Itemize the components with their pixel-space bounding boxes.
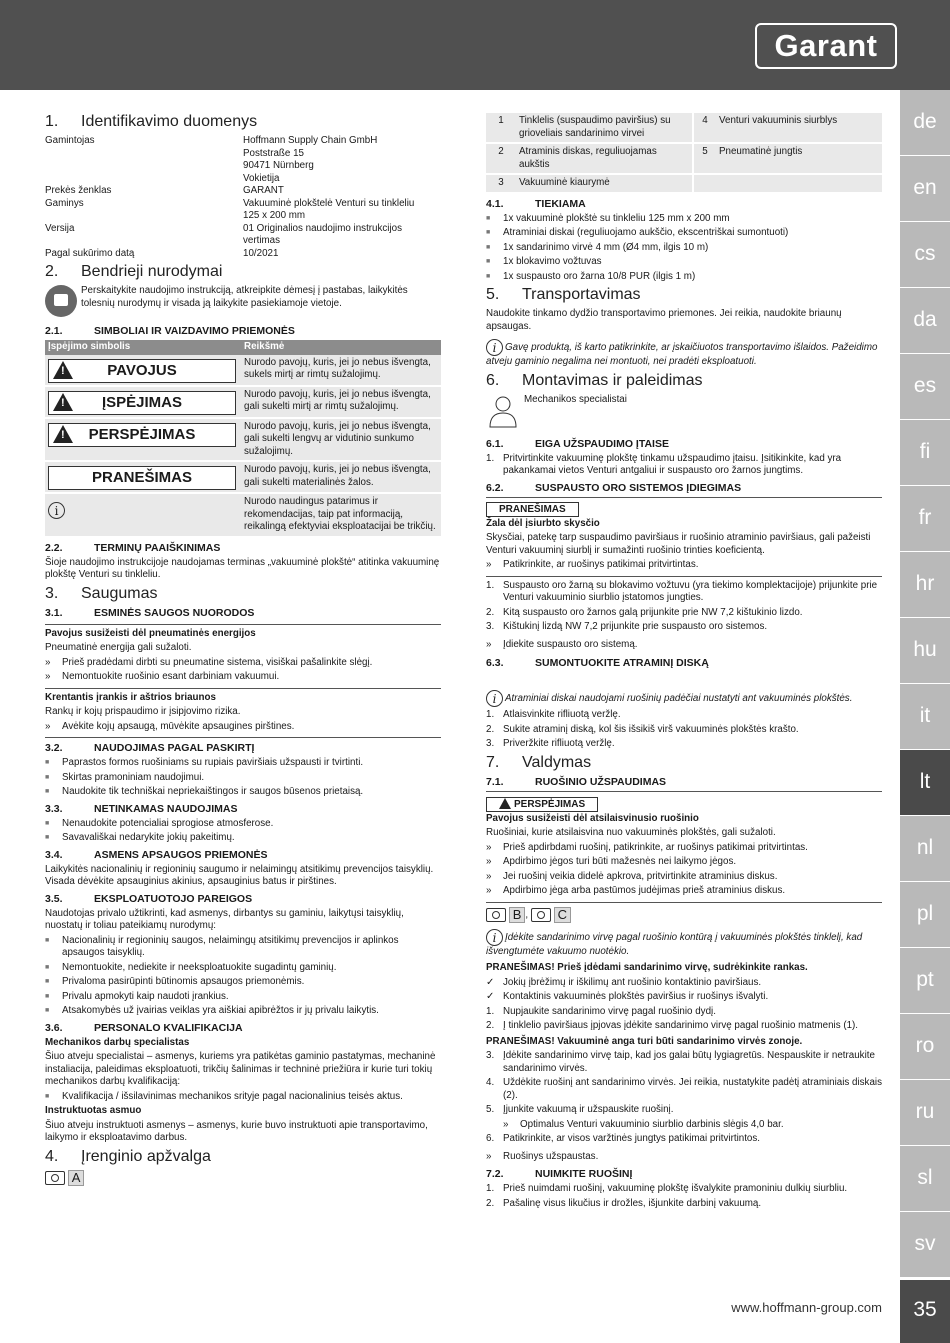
- section-3-5-heading: 3.5. EKSPLOATUOTOJO PAREIGOS: [45, 892, 253, 905]
- section-3-6-heading: 3.6. PERSONALO KVALIFIKACIJA: [45, 1021, 243, 1034]
- result-item: » Ruošinys užspaustas.: [486, 1151, 882, 1164]
- table-row: 3 Vakuuminė kiaurymė: [486, 174, 882, 193]
- transport-text: Naudokite tinkamo dydžio transportavimo priemones. Jei reikia, naudokite briaunų apsaugas.: [486, 308, 842, 332]
- section-3-heading: 3. Saugumas: [45, 584, 158, 602]
- section-2-2-heading: 2.2. TERMINŲ PAAIŠKINIMAS: [45, 541, 221, 554]
- hazard-desc: Pneumatinė energija gali sužaloti.: [45, 642, 192, 653]
- lang-tab-fi[interactable]: fi: [900, 420, 950, 486]
- hazard-title: Pavojus susižeisti dėl pneumatinės energijos: [45, 627, 256, 639]
- lang-tab-hu[interactable]: hu: [900, 618, 950, 684]
- footer-url[interactable]: www.hoffmann-group.com: [731, 1300, 882, 1315]
- list-item: ■ Atraminiai diskai (reguliuojamo aukščio, ekscentriškai sumontuoti): [486, 227, 882, 240]
- seal-cord-info: i Įdėkite sandarinimo virvę pagal ruošinio kontūrą į vakuuminės plokštės tinklelį, kad išvengtumėte vakuumo nuotėkio.: [486, 930, 863, 957]
- section-7-1-heading: 7.1. RUOŠINIO UŽSPAUDIMAS: [486, 775, 667, 788]
- list-item: » Prieš pradėdami dirbti su pneumatine sistema, visiškai pašalinkite slėgį.: [45, 657, 441, 670]
- id-row: Gaminys Vakuuminė plokštelė Venturi su tinkleliu 125 x 200 mm: [45, 197, 415, 221]
- section-3-1-heading: 3.1. ESMINĖS SAUGOS NUORODOS: [45, 606, 255, 619]
- step-item: 1. Nupjaukite sandarinimo virvę pagal ruošinio dydį.: [486, 1005, 716, 1017]
- step-item: 5. Įjunkite vakuumą ir užspauskite ruošinį.: [486, 1104, 674, 1115]
- info-icon: i: [486, 690, 503, 707]
- support-disk-info: i Atraminiai diskai naudojami ruošinių padėčiai nustatyti ant vakuuminės plokštės.: [486, 690, 882, 707]
- qualification-title: Mechanikos darbų specialistas: [45, 1036, 190, 1048]
- table-row: ! PERSPĖJIMAS Nurodo pavojų, kuris, jei jo nebus išvengta, gali sukelti lengvų ar vidutinio sunkumo sužalojimų.: [45, 418, 441, 462]
- list-item: ■ Atsakomybės už įvairias veiklas yra aiškiai apibrėžtos ir jų privalu laikytis.: [45, 1005, 441, 1018]
- section-3-2-heading: 3.2. NAUDOJIMAS PAGAL PASKIRTĮ: [45, 742, 255, 754]
- intro-text: Perskaitykite naudojimo instrukciją, atkreipkite dėmesį į pastabas, laikykitės tolesnių nurodymų ir visada ją laikykite pasiekiamoje vietoje.: [81, 285, 408, 309]
- caution-label: ! PERSPĖJIMAS: [48, 423, 236, 447]
- divider: [486, 497, 882, 498]
- list-item: » Jei ruošinį veikia didelė apkrova, pritvirtinkite atraminius diskus.: [486, 871, 882, 884]
- camera-icon: [486, 908, 506, 922]
- lang-tab-en[interactable]: en: [900, 156, 950, 222]
- result-item: » Įdiekite suspausto oro sistemą.: [486, 639, 882, 652]
- list-item: ■ Savavališkai nedarykite jokių pakeitimų.: [45, 832, 441, 845]
- step-item: 2. Pašalinę visus likučius ir drožles, išjunkite darbinį vakuumą.: [486, 1197, 762, 1209]
- read-manual-notice: [45, 285, 441, 317]
- divider: [45, 688, 441, 689]
- section-6-3-heading: 6.3. SUMONTUOKITE ATRAMINĮ DISKĄ: [486, 657, 709, 669]
- caution-title: Pavojus susižeisti dėl atsilaisvinusio ruošinio: [486, 812, 699, 824]
- section-7-2-heading: 7.2. NUIMKITE RUOŠINĮ: [486, 1168, 633, 1180]
- figure-letter: B: [509, 907, 526, 923]
- parts-table: [486, 113, 882, 194]
- ppe-text: Laikykitės nacionalinių ir regioninių saugumo ir nelaimingų atsitikimų prevencijos taisyklių. Visada dėvėkite apsauginius akinius, apsauginius batus ir pirštines.: [45, 863, 434, 887]
- section-6-2-heading: 6.2. SUSPAUSTO ORO SISTEMOS ĮDIEGIMAS: [486, 481, 742, 494]
- list-item: » Avėkite kojų apsaugą, mūvėkite apsaugines pirštines.: [45, 721, 441, 734]
- step-item: 1. Atlaisvinkite rifliuotą veržlę.: [486, 709, 621, 720]
- notice-text: Skysčiai, patekę tarp suspaudimo paviršiaus ir ruošinio atraminio paviršiaus, gali pažeisti Venturi vakuuminį siurblį ir sumažinti ruošinio trinties koeficientą.: [486, 532, 871, 556]
- list-item: » Apdirbimo jėga arba pastūmos judėjimas prieš atraminius diskus.: [486, 885, 882, 898]
- table-row: ! PAVOJUS Nurodo pavojų, kuris, jei jo nebus išvengta, sukels mirtį ar rimtų sužalojimų.: [45, 355, 441, 386]
- role-text: Mechanikos specialistai: [524, 393, 627, 405]
- garant-logo: Garant: [755, 23, 897, 69]
- lang-tab-ru[interactable]: ru: [900, 1080, 950, 1146]
- table-header: Įspėjimo simbolis: [45, 340, 241, 355]
- list-item: ■ Skirtas pramoniniam naudojimui.: [45, 772, 441, 785]
- read-manual-icon: [45, 285, 77, 317]
- figure-separator: ,: [525, 909, 529, 921]
- page-number: 35: [900, 1280, 950, 1343]
- notice-text: PRANEŠIMAS! Prieš įdėdami sandarinimo virvę, sudrėkinkite rankas.: [486, 962, 808, 973]
- list-item: ■ Nemontuokite, nediekite ir neeksploatuokite sugadintų gaminių.: [45, 962, 441, 975]
- list-item: » Apdirbimo jėgos turi būti mažesnės nei laikymo jėgos.: [486, 856, 882, 869]
- symbol-table: [45, 340, 441, 538]
- lang-tab-sv[interactable]: sv: [900, 1212, 950, 1278]
- figure-ref: [486, 907, 882, 923]
- table-row: 2 Atraminis diskas, reguliuojamas aukštis 5 Pneumatinė jungtis: [486, 143, 882, 174]
- lang-tab-pl[interactable]: pl: [900, 882, 950, 948]
- qualification-text: Šiuo atveju specialistai – asmenys, kuriems yra patikėtas gaminio pastatymas, mechaninė instaliacija, paleidimas eksploatuoti, trikčių šalinimas ir techninė priežiūra ir kurie turi tokių mechanikos darbų kvalifikaciją:: [45, 1051, 436, 1087]
- sub-step-item: » Optimalus Venturi vakuuminio siurblio darbinis slėgis 4,0 bar.: [486, 1119, 882, 1132]
- check-item: ✓ Kontaktinis vakuuminės plokštės paviršius ir ruošinys išvalyti.: [486, 991, 882, 1004]
- hazard-title: Krentantis įrankis ir aštrios briaunos: [45, 691, 216, 703]
- table-row: 1 Tinklelis (suspaudimo paviršius) su grioveliais sandarinimo virvei 4 Venturi vakuuminis siurblys: [486, 113, 882, 143]
- warning-icon: [499, 798, 511, 809]
- lang-tab-ro[interactable]: ro: [900, 1014, 950, 1080]
- list-item: ■ 1x blokavimo vožtuvas: [486, 256, 882, 269]
- right-column: [486, 113, 882, 1212]
- list-item: ■ 1x sandarinimo virvė 4 mm (Ø4 mm, ilgis 10 m): [486, 242, 882, 255]
- notice-badge: PRANEŠIMAS: [486, 502, 579, 517]
- list-item: ■ 1x suspausto oro žarna 10/8 PUR (ilgis 1 m): [486, 271, 882, 284]
- divider: [486, 791, 882, 792]
- step-item: 3. Kištukinį lizdą NW 7,2 prijunkite prie suspausto oro sistemos.: [486, 621, 768, 632]
- warning-icon: [53, 361, 73, 379]
- step-item: 1. Suspausto oro žarną su blokavimo vožtuvu (yra tiekimo komplektacijoje) prijunkite prie Venturi vakuuminio siurblio įstatomos jungties.: [486, 579, 878, 603]
- warning-label: ! ĮSPĖJIMAS: [48, 391, 236, 415]
- hazard-desc: Rankų ir kojų prispaudimo ir įsipjovimo rizika.: [45, 706, 241, 717]
- notice-title: Žala dėl įsiurbto skysčio: [486, 517, 600, 529]
- list-item: ■ Privalu apmokyti kaip naudoti įrankius.: [45, 991, 441, 1004]
- id-row: Pagal sukūrimo datą 10/2021: [45, 247, 279, 259]
- list-item: ■ Naudokite tik techniškai nepriekaištingos ir saugos būsenos prietaisą.: [45, 786, 441, 799]
- section-6-1-heading: 6.1. EIGA UŽSPAUDIMO ĮTAISE: [486, 437, 669, 450]
- term-text: Šioje naudojimo instrukcijoje naudojamas terminas „vakuuminė plokštė“ atitinka vakuuminę plokštę Venturi su tinkleliu.: [45, 556, 440, 580]
- list-item: ■ 1x vakuuminė plokštė su tinkleliu 125 mm x 200 mm: [486, 213, 882, 226]
- info-icon: i: [486, 929, 503, 946]
- id-row: Prekės ženklas GARANT: [45, 185, 284, 196]
- divider: [486, 576, 882, 577]
- section-1-heading: 1. Identifikavimo duomenys: [45, 113, 258, 130]
- lang-tab-pt[interactable]: pt: [900, 948, 950, 1014]
- id-row: Gamintojas Hoffmann Supply Chain GmbH Poststraße 15 90471 Nürnberg Vokietija: [45, 135, 378, 184]
- lang-tab-cs[interactable]: cs: [900, 222, 950, 288]
- caution-badge: PERSPĖJIMAS: [486, 797, 598, 812]
- warning-icon: [53, 425, 73, 443]
- lang-tab-es[interactable]: es: [900, 354, 950, 420]
- step-item: 3. Priveržkite rifliuotą veržlę.: [486, 738, 615, 749]
- transport-info: i Gavę produktą, iš karto patikrinkite, ar įskaičiuotos transportavimo išlaidos. Pažeidimo atveju gaminio negalima nei montuoti, nei pradėti eksploatuoti.: [486, 341, 878, 367]
- table-row: i Nurodo naudingus patarimus ir rekomendacijas, taip pat informaciją, reikalingą efektyviai eksploatacijai be trikčių.: [45, 493, 441, 537]
- header-bar: [0, 0, 950, 90]
- section-3-4-heading: 3.4. ASMENS APSAUGOS PRIEMONĖS: [45, 848, 268, 861]
- list-item: » Patikrinkite, ar ruošinys patikimai pritvirtintas.: [486, 559, 882, 572]
- list-item: ■ Kvalifikacija / išsilavinimas mechanikos srityje pagal nacionalinius teisės aktus.: [45, 1091, 441, 1104]
- table-row: ! ĮSPĖJIMAS Nurodo pavojų, kuris, jei jo nebus išvengta, gali sukelti mirtį ar rimtų sužalojimų.: [45, 386, 441, 418]
- list-item: » Nemontuokite ruošinio esant darbiniam vakuumui.: [45, 671, 441, 684]
- section-3-3-heading: 3.3. NETINKAMAS NAUDOJIMAS: [45, 802, 238, 815]
- info-icon: i: [486, 339, 503, 356]
- step-item: 2. Kitą suspausto oro žarnos galą prijunkite prie NW 7,2 kištukinio lizdo.: [486, 606, 803, 618]
- notice-text: PRANEŠIMAS! Vakuuminė anga turi būti sandarinimo virvės zonoje.: [486, 1035, 803, 1047]
- list-item: ■ Paprastos formos ruošiniams su rupiais paviršiais užspausti ir tvirtinti.: [45, 757, 441, 770]
- language-sidebar: [900, 90, 950, 1343]
- lang-tab-nl[interactable]: nl: [900, 816, 950, 882]
- step-item: 6. Patikrinkite, ar visos varžtinės jungtys patikimai pritvirtintos.: [486, 1133, 760, 1144]
- divider: [45, 624, 441, 625]
- lang-tab-fr[interactable]: fr: [900, 486, 950, 552]
- info-icon: i: [48, 502, 65, 519]
- section-2-1-heading: 2.1. SIMBOLIAI IR VAIZDAVIMO PRIEMONĖS: [45, 325, 295, 337]
- step-item: 4. Uždėkite ruošinį ant sandarinimo virvės. Jei reikia, nustatykite padėtį atraminiais diskais (2).: [486, 1077, 882, 1101]
- step-item: 1. Pritvirtinkite vakuuminę plokštę tinkamu užspaudimo įtaisu. Įsitikinkite, kad yra pakankamai vietos Venturi antgaliui ir suspausto oro žarnos jungtims.: [486, 452, 842, 476]
- lang-tab-da[interactable]: da: [900, 288, 950, 354]
- role-indicator: [486, 394, 882, 434]
- section-6-heading: 6. Montavimas ir paleidimas: [486, 371, 703, 389]
- notice-label: PRANEŠIMAS: [48, 466, 236, 490]
- divider: [486, 902, 882, 903]
- table-row: PRANEŠIMAS Nurodo pavojų, kuris, jei jo nebus išvengta, gali sukelti materialinės žalos.: [45, 461, 441, 493]
- list-item: ■ Privaloma pasirūpinti būtinomis apsaugos priemonėmis.: [45, 976, 441, 989]
- lang-tab-it[interactable]: it: [900, 684, 950, 750]
- list-item: ■ Nenaudokite potencialiai sprogiose atmosferose.: [45, 818, 441, 831]
- lang-tab-hr[interactable]: hr: [900, 552, 950, 618]
- list-item: » Prieš apdirbdami ruošinį, patikrinkite, ar ruošinys patikimai pritvirtintas.: [486, 842, 882, 855]
- table-header: Reikšmė: [241, 340, 441, 355]
- section-5-heading: 5. Transportavimas: [486, 286, 641, 303]
- lang-tab-sl[interactable]: sl: [900, 1146, 950, 1212]
- left-column: [45, 110, 441, 1186]
- qualification-text: Šiuo atveju instruktuoti asmenys – asmenys, kurie buvo instruktuoti apie transportavimo, laikymo ir eksploatavimo darbus.: [45, 1119, 428, 1143]
- warning-icon: [53, 393, 73, 411]
- step-item: 3. Įdėkite sandarinimo virvę taip, kad jos galai būtų lygiagretūs. Nespauskite ir netraukite sandarinimo virvės.: [486, 1050, 875, 1074]
- step-item: 2. Sukite atraminį diską, kol šis išsikiš virš vakuuminės plokštės krašto.: [486, 723, 799, 735]
- operator-text: Naudotojas privalo užtikrinti, kad asmenys, dirbantys su gaminiu, laikytųsi taisyklių, nuostatų ir toliau pateikiamų nurodymų:: [45, 907, 404, 931]
- camera-icon: [45, 1171, 65, 1185]
- figure-ref: [45, 1170, 441, 1186]
- step-item: 1. Prieš nuimdami ruošinį, vakuuminę plokštę išvalykite pramoniniu dulkių siurbliu.: [486, 1183, 848, 1194]
- id-row: Versija 01 Originalios naudojimo instrukcijos vertimas: [45, 222, 403, 246]
- lang-tab-lt[interactable]: lt: [900, 750, 950, 816]
- camera-icon: [531, 908, 551, 922]
- qualification-title: Instruktuotas asmuo: [45, 1105, 142, 1116]
- figure-letter: A: [68, 1170, 85, 1186]
- danger-label: ! PAVOJUS: [48, 359, 236, 383]
- section-7-heading: 7. Valdymas: [486, 753, 592, 771]
- section-4-1-heading: 4.1. TIEKIAMA: [486, 197, 586, 210]
- section-4-heading: 4. Įrenginio apžvalga: [45, 1147, 211, 1165]
- list-item: ■ Nacionalinių ir regioninių saugos, nelaimingų atsitikimų prevencijos ir aplinkos apsaugos taisyklių.: [45, 935, 441, 960]
- person-icon: [486, 394, 520, 428]
- caution-text: Ruošiniai, kurie atsilaisvina nuo vakuuminės plokštės, gali sužaloti.: [486, 827, 776, 838]
- check-item: ✓ Jokių įbrėžimų ir iškilimų ant ruošinio kontaktinio paviršiaus.: [486, 977, 882, 990]
- step-item: 2. Į tinklelio paviršiaus įpjovas įdėkite sandarinimo virvę pagal ruošinio matmenis (1).: [486, 1020, 859, 1031]
- section-2-heading: 2. Bendrieji nurodymai: [45, 263, 223, 280]
- lang-tab-de[interactable]: de: [900, 90, 950, 156]
- figure-letter: C: [554, 907, 571, 923]
- divider: [45, 737, 441, 738]
